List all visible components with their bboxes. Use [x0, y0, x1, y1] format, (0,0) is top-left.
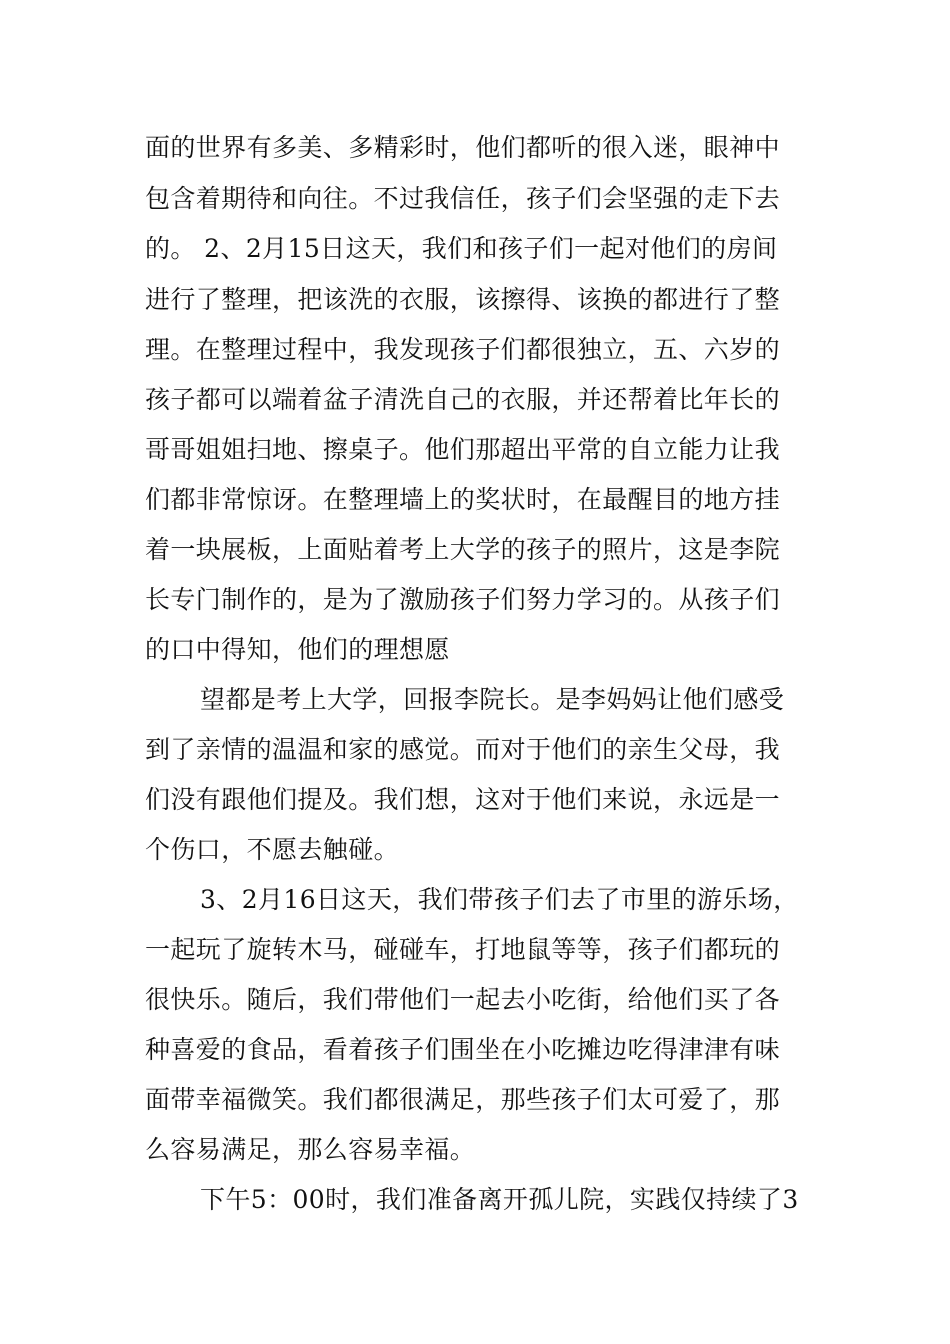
text-line: 一起玩了旋转木马，碰碰车，打地鼠等等，孩子们都玩的: [145, 935, 781, 964]
text-line: 进行了整理，把该洗的衣服，该擦得、该换的都进行了整: [145, 285, 781, 314]
text-line: 的。 2、2月15日这天，我们和孩子们一起对他们的房间: [145, 234, 778, 263]
text-line: 孩子都可以端着盆子清洗自己的衣服，并还帮着比年长的: [145, 385, 781, 414]
text-line: 3、2月16日这天，我们带孩子们去了市里的游乐场，: [200, 885, 799, 914]
text-line: 种喜爱的食品，看着孩子们围坐在小吃摊边吃得津津有味: [145, 1035, 781, 1064]
text-line: 下午5：00时，我们准备离开孤儿院，实践仅持续了3: [200, 1185, 799, 1214]
text-line: 们都非常惊讶。在整理墙上的奖状时，在最醒目的地方挂: [145, 485, 781, 514]
text-line: 的口中得知，他们的理想愿: [145, 635, 450, 664]
text-line: 到了亲情的温温和家的感觉。而对于他们的亲生父母，我: [145, 735, 781, 764]
text-line: 很快乐。随后，我们带他们一起去小吃街，给他们买了各: [145, 985, 781, 1014]
text-line: 望都是考上大学，回报李院长。是李妈妈让他们感受: [200, 685, 785, 714]
text-line: 们没有跟他们提及。我们想，这对于他们来说，永远是一: [145, 785, 781, 814]
text-line: 包含着期待和向往。不过我信任，孩子们会坚强的走下去: [145, 184, 781, 213]
text-line: 面带幸福微笑。我们都很满足，那些孩子们太可爱了，那: [145, 1085, 781, 1114]
text-line: 着一块展板，上面贴着考上大学的孩子的照片，这是李院: [145, 535, 781, 564]
text-line: 理。在整理过程中，我发现孩子们都很独立，五、六岁的: [145, 335, 781, 364]
text-line: 个伤口，不愿去触碰。: [145, 835, 400, 864]
text-line: 面的世界有多美、多精彩时，他们都听的很入迷，眼神中: [145, 133, 781, 162]
text-line: 么容易满足，那么容易幸福。: [145, 1135, 476, 1164]
text-line: 长专门制作的，是为了激励孩子们努力学习的。从孩子们: [145, 585, 781, 614]
text-line: 哥哥姐姐扫地、擦桌子。他们那超出平常的自立能力让我: [145, 435, 781, 464]
